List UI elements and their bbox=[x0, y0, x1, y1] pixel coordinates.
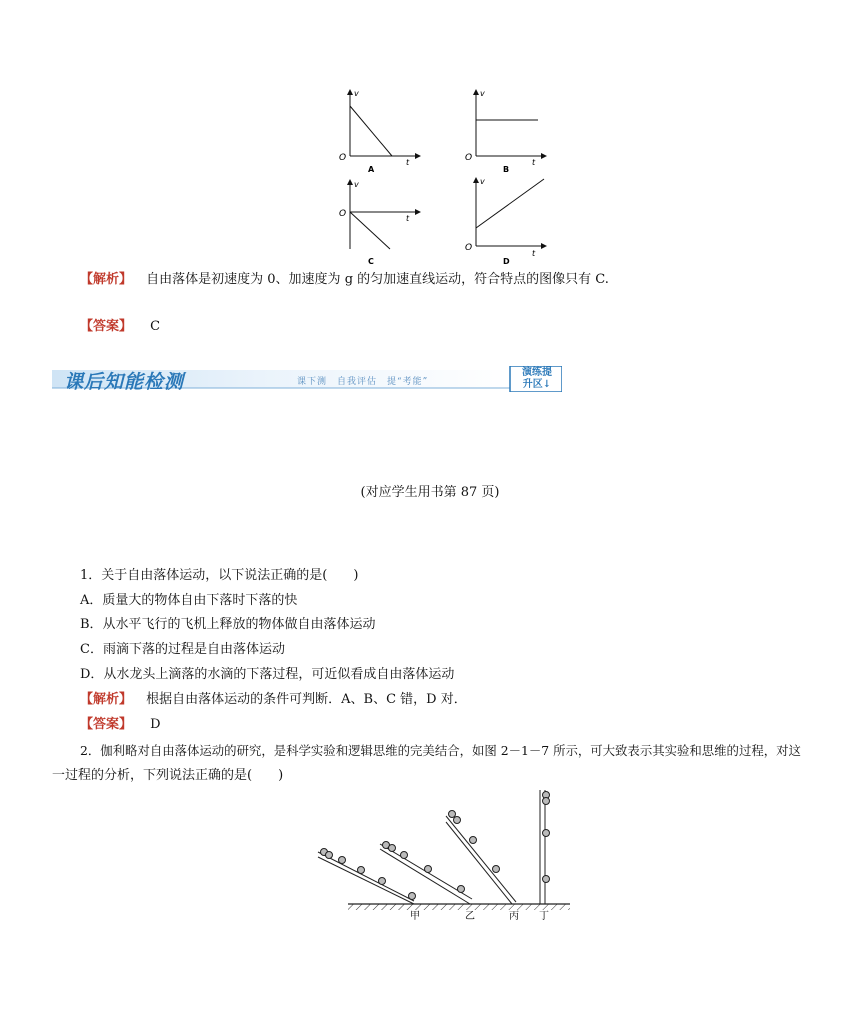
ground bbox=[348, 904, 570, 910]
galileo-incline-figure bbox=[310, 786, 580, 926]
analysis-1-tag: 【解析】 bbox=[80, 272, 133, 287]
q1-option-c: C．雨滴下落的过程是自由落体运动 bbox=[80, 642, 285, 657]
q2-line1: 2．伽利略对自由落体运动的研究，是科学实验和逻辑思维的完美结合，如图 2－1－7 所示，可大致表示其实验和思维的过程，对这 bbox=[80, 743, 801, 758]
graph-d-label: D bbox=[503, 257, 510, 266]
label-ding: 丁 bbox=[539, 911, 549, 922]
graph-c bbox=[339, 180, 420, 266]
graph-d-v-label: v bbox=[480, 177, 485, 186]
graph-b-origin: O bbox=[465, 153, 473, 163]
banner-badge-line2: 升区↓ bbox=[522, 379, 552, 390]
q1-answer bbox=[80, 716, 161, 734]
balls bbox=[321, 792, 550, 900]
graph-a-origin: O bbox=[339, 153, 347, 163]
graph-b-label: B bbox=[503, 165, 510, 174]
q1-option-d: D．从水龙头上滴落的水滴的下落过程，可近似看成自由落体运动 bbox=[80, 667, 455, 682]
graph-a-v-label: v bbox=[354, 89, 359, 98]
answer-1-tag: 【答案】 bbox=[80, 319, 133, 334]
label-yi: 乙 bbox=[465, 911, 475, 922]
q2-line2: 一过程的分析，下列说法正确的是( ) bbox=[52, 768, 284, 783]
label-jia: 甲 bbox=[410, 911, 420, 922]
incline-ding bbox=[540, 790, 545, 904]
graph-c-v-label: v bbox=[354, 180, 359, 189]
graph-d bbox=[465, 177, 546, 266]
banner-subtitle: 课下测 自我评估 提“考能” bbox=[297, 377, 429, 387]
page-reference: (对应学生用书第 87 页) bbox=[360, 485, 500, 500]
answer-1-text: C bbox=[150, 319, 161, 334]
q1-option-b: B．从水平飞行的飞机上释放的物体做自由落体运动 bbox=[80, 617, 376, 632]
incline-yi bbox=[380, 844, 472, 904]
banner-badge-line1: 演练提 bbox=[522, 367, 552, 378]
incline-bing bbox=[446, 816, 516, 904]
analysis-1-text: 自由落体是初速度为 0、加速度为 g 的匀加速直线运动，符合特点的图像只有 C. bbox=[146, 272, 609, 287]
section-banner bbox=[52, 366, 562, 392]
q1-analysis-tag: 【解析】 bbox=[80, 692, 133, 707]
q1-answer-text: D bbox=[150, 717, 161, 732]
incline-jia bbox=[318, 852, 414, 904]
graph-b-t-label: t bbox=[532, 158, 536, 167]
graph-c-t-label: t bbox=[406, 214, 410, 223]
graph-b bbox=[465, 89, 546, 174]
graph-a bbox=[339, 89, 420, 174]
graph-d-origin: O bbox=[465, 243, 473, 253]
vt-graphs-figure bbox=[330, 84, 560, 266]
analysis-1 bbox=[80, 271, 609, 289]
banner-title: 课后知能检测 bbox=[64, 371, 185, 393]
graph-c-label: C bbox=[368, 257, 374, 266]
q1-stem: 1．关于自由落体运动，以下说法正确的是( ) bbox=[80, 568, 359, 583]
q1-answer-tag: 【答案】 bbox=[80, 717, 133, 732]
graph-d-t-label: t bbox=[532, 249, 536, 258]
graph-b-v-label: v bbox=[480, 89, 485, 98]
q1-analysis bbox=[80, 691, 467, 709]
graph-a-label: A bbox=[368, 165, 375, 174]
q1-analysis-text: 根据自由落体运动的条件可判断．A、B、C 错，D 对． bbox=[146, 692, 467, 707]
q1-option-a: A．质量大的物体自由下落时下落的快 bbox=[80, 593, 298, 608]
label-bing: 丙 bbox=[509, 911, 519, 922]
graph-c-origin: O bbox=[339, 209, 347, 219]
answer-1 bbox=[80, 318, 160, 336]
graph-a-t-label: t bbox=[406, 158, 410, 167]
